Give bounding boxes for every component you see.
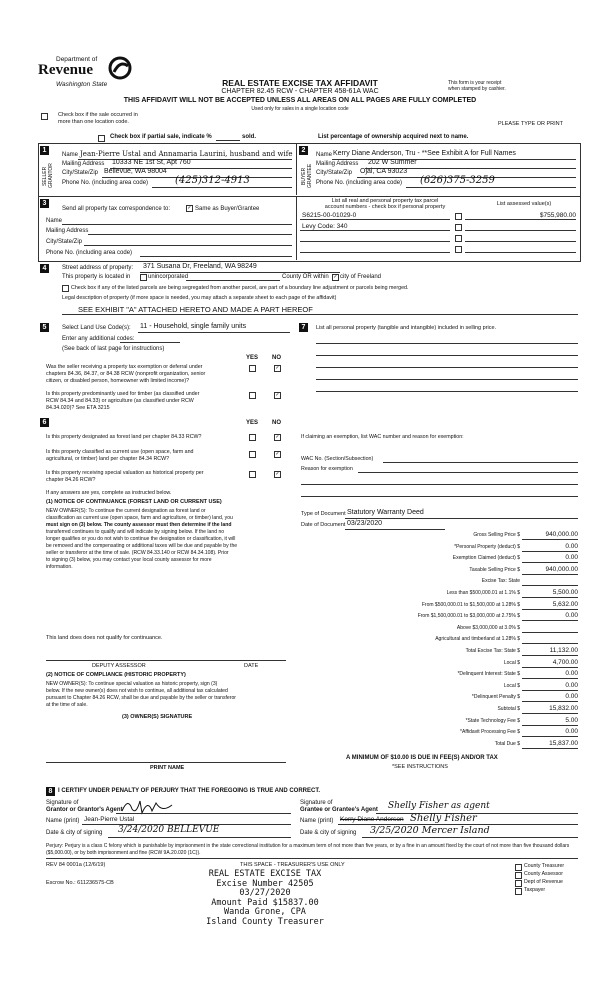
notice-line: below. If the new owner(s) does not wish to continue, all additional tax calculated <box>46 688 228 694</box>
partial-sale-checkbox[interactable] <box>98 135 105 142</box>
seller-phone[interactable]: (425)312-4913 <box>175 175 250 186</box>
form-title: REAL ESTATE EXCISE TAX AFFIDAVIT <box>222 78 378 88</box>
dept-line-3: Washington State <box>56 81 108 88</box>
copy-checkbox[interactable] <box>515 864 522 871</box>
dor-logo <box>38 56 133 96</box>
calc-row-value[interactable]: 0.00 <box>565 693 578 701</box>
calc-row-value[interactable]: 940,000.00 <box>545 531 578 538</box>
buyer-name-label: Name <box>316 152 333 158</box>
seller-side-label: SELLER GRANTOR <box>42 163 54 189</box>
calc-row-value[interactable]: 11,132.00 <box>549 647 578 654</box>
qualify-continuance: This land does does not qualify for continuance. <box>46 635 163 641</box>
sec5-q1-line: Was the seller receiving a property tax exemption or deferral under <box>46 364 203 370</box>
sec6-question-1: Is this property designated as forest land per chapter 84.33 RCW? <box>46 434 202 440</box>
segregated-label: Check box if any of the listed parcels are being segregated from another parcel, are part of a boundary line adjustment or parcels being merged. <box>71 285 409 291</box>
personal-property-checkbox-4[interactable] <box>455 246 462 253</box>
sec5-q2-line: Is this property predominantly used for timber (as classified under <box>46 391 200 397</box>
send-correspondence-label: Send all property tax correspondence to: <box>62 206 171 212</box>
buyer-phone-label: Phone No. (including area code) <box>316 180 403 186</box>
stamp-excise-number: Excise Number 42505 <box>216 878 314 889</box>
seller-name[interactable]: Jean-Pierre Ustal and Annamaria Laurini, husband and wife <box>80 150 293 158</box>
perjury-notice: Perjury: Perjury is a class C felony which is punishable by imprisonment in the state correctional institution for a maximum term of not more than five years, or by a fine in an amount fixed by the court of not more than five thousand dollars ($5,000.00), or by both imprisonment and fine (RCW 9A.20.020 (1C)). <box>46 843 570 856</box>
sec5-q1-line: citizen, or disabled person, homeowner with limited income)? <box>46 378 190 384</box>
calc-row-label: Total Due $ <box>494 740 520 747</box>
owner-signature-label: (3) OWNER(S) SIGNATURE <box>122 714 193 720</box>
sec5-q1-no-checkbox[interactable]: ✓ <box>275 365 280 371</box>
calc-row-label: Exemption Claimed (deduct) $ <box>452 555 520 562</box>
certify-statement: I CERTIFY UNDER PENALTY OF PERJURY THAT THE FOREGOING IS TRUE AND CORRECT. <box>58 788 321 794</box>
see-instructions-note: *SEE INSTRUCTIONS <box>392 764 448 770</box>
copy-label: Taxpayer <box>524 887 546 893</box>
stamp-amount-paid: Amount Paid $15837.00 <box>211 897 319 908</box>
calc-row-value[interactable]: 0.00 <box>565 670 578 678</box>
calc-row-value[interactable]: 0.00 <box>565 612 578 620</box>
section-5-number: 5 <box>40 323 49 332</box>
calc-row-label: *Affidavit Processing Fee $ <box>460 729 520 736</box>
parcel-number-2[interactable]: Levy Code: 340 <box>302 223 348 230</box>
calc-row-label: From $500,000.01 to $1,500,000 at 1.28% $ <box>421 601 520 608</box>
notice-line: must sign on (3) below. The county assessor must then determine if the land <box>46 522 232 528</box>
assessed-head: List assessed value(s) <box>496 201 552 207</box>
used-only-note: Used only for sales in a single location code <box>251 106 349 112</box>
seller-city-label: City/State/Zip <box>62 170 99 176</box>
grantor-name-label: Name (print) <box>46 818 80 824</box>
grantor-sig-label-2: Grantor or Grantor's Agent <box>46 807 123 813</box>
grantee-sig-label-1: Signature of <box>300 800 333 806</box>
located-in-label: This property is located in <box>62 274 131 280</box>
seller-mail[interactable]: 10333 NE 1st St, Apt 760 <box>112 159 191 166</box>
assessed-value-1[interactable]: $755,980.00 <box>539 212 576 219</box>
copy-label: County Assessor <box>524 871 563 877</box>
grantor-date-label: Date & city of signing <box>46 830 103 836</box>
seller-phone-label: Phone No. (including area code) <box>62 180 149 186</box>
street-address-label: Street address of property: <box>62 265 134 271</box>
calc-row-value[interactable]: 0.00 <box>565 728 578 736</box>
reason-label: Reason for exemption <box>301 466 353 472</box>
doc-type-label: Type of Document <box>301 511 346 517</box>
section-4-number: 4 <box>40 264 49 273</box>
minimum-due-note: A MINIMUM OF $10.00 IS DUE IN FEE(S) AND/OR TAX <box>346 755 498 761</box>
personal-property-checkbox-2[interactable] <box>455 224 462 231</box>
section-8-number: 8 <box>46 787 55 796</box>
buyer-city[interactable]: Ojai, CA 93023 <box>360 168 408 175</box>
multi-location-checkbox[interactable] <box>41 113 48 120</box>
grantee-date-label: Date & city of signing <box>300 830 357 836</box>
stamp-date: 03/27/2020 <box>239 888 291 898</box>
grantor-sig-label-1: Signature of <box>46 800 79 806</box>
parcel-number-1[interactable]: S6215-00-01029-0 <box>302 212 357 219</box>
sec6-yes-header: YES <box>246 420 259 426</box>
grantee-sig-label-2: Grantee or Grantee's Agent <box>300 807 378 813</box>
doc-date[interactable]: 03/23/2020 <box>347 520 383 527</box>
calc-row-value[interactable]: 0.00 <box>565 554 578 562</box>
buyer-name[interactable]: Kerry Diane Anderson, Tru - **See Exhibit A for Full Names <box>333 150 516 157</box>
calc-row-label: *Delinquent Penalty $ <box>471 694 520 701</box>
notice-line: be removed and the compensating or additional taxes will be due and payable by the <box>46 543 238 549</box>
city-of-checkbox[interactable]: ✓ <box>333 274 338 280</box>
buyer-side-label: BUYER GRANTEE <box>301 163 313 189</box>
doc-date-label: Date of Document <box>301 522 346 528</box>
deputy-assessor-label: DEPUTY ASSESSOR <box>92 663 146 669</box>
buyer-city-label: City/State/Zip <box>316 170 353 176</box>
section-1-number: 1 <box>40 146 49 155</box>
copy-checkbox[interactable] <box>515 888 522 895</box>
please-type-note: PLEASE TYPE OR PRINT <box>498 121 564 127</box>
sec6-q2-no-checkbox[interactable]: ✓ <box>275 451 280 457</box>
dept-line-2: Revenue <box>38 62 93 78</box>
sec5-q2-no-checkbox[interactable]: ✓ <box>275 392 280 398</box>
sec3-mail-label: Mailing Address <box>46 228 89 234</box>
stamp-line: REAL ESTATE EXCISE TAX <box>208 869 322 879</box>
dept-line-1: Department of <box>56 56 98 63</box>
copy-label: County Treasurer <box>524 863 565 869</box>
calc-row-label: Local $ <box>503 682 520 689</box>
section-7-number: 7 <box>299 323 308 332</box>
sec6-q3-no-checkbox[interactable]: ✓ <box>275 471 280 477</box>
sec5-q2-yes-checkbox[interactable] <box>249 392 256 399</box>
calc-row-value[interactable]: 0.00 <box>565 542 578 550</box>
calc-row-label: *State Technology Fee $ <box>465 717 520 724</box>
grantee-name-struck: Kerry Diane Anderson <box>340 816 404 823</box>
calc-row-value[interactable]: 5,500.00 <box>552 589 578 596</box>
additional-codes-label: Enter any additional codes: <box>62 336 135 342</box>
grantor-date-city[interactable]: 3/24/2020 BELLEVUE <box>118 825 220 835</box>
sec3-city-label: City/State/Zip <box>46 239 83 245</box>
calc-row-label: Excise Tax: State <box>481 578 520 585</box>
same-as-buyer-label: Same as Buyer/Grantee <box>195 206 260 212</box>
land-use-label: Select Land Use Code(s): <box>62 325 131 331</box>
notice-line: seller or transferor at the time of sale. (RCW 84.33.140 or RCW 84.34.108). Prior <box>46 550 229 556</box>
calc-row-value[interactable]: 940,000.00 <box>545 565 578 573</box>
multi-location-label-1: Check box if the sale occurred in <box>58 112 138 118</box>
land-use-code[interactable]: 11 - Household, single family units <box>140 323 247 330</box>
seller-city[interactable]: Bellevue, WA 98004 <box>104 168 167 175</box>
sec5-q2-line: RCW 84.34 and 84.33) or agriculture (as classified under RCW <box>46 398 194 404</box>
sec6-question-3: Is this property receiving special valuation as historical property per <box>46 470 204 476</box>
calc-row-value[interactable]: 0.00 <box>565 681 578 689</box>
treasurer-stamp <box>180 870 350 927</box>
personal-property-checkbox-3[interactable] <box>455 235 462 242</box>
sec3-name-label: Name <box>46 218 63 224</box>
partial-sale-label: Check box if partial sale, indicate % <box>110 134 212 140</box>
calc-row-value[interactable]: 15,837.00 <box>549 739 578 747</box>
street-address[interactable]: 371 Susana Dr, Freeland, WA 98249 <box>143 263 257 270</box>
parcel-head-2: account numbers - check box if personal property <box>324 204 446 210</box>
escrow-number: Escrow No.: 611236575-CB <box>46 880 114 886</box>
calc-row-value[interactable]: 5,632.00 <box>552 600 578 608</box>
calc-row-label: *Delinquent Interest: State $ <box>457 671 520 678</box>
see-back-note: (See back of last page for instructions) <box>62 346 165 352</box>
calc-row-label: Local $ <box>503 659 520 666</box>
sec6-q1-yes-checkbox[interactable] <box>249 434 256 441</box>
section-2-number: 2 <box>299 146 308 155</box>
calc-row-label: Taxable Selling Price $ <box>469 566 520 573</box>
city-of-label: city of Freeland <box>340 274 382 280</box>
legal-description[interactable]: SEE EXHIBIT "A" ATTACHED HERETO AND MADE A PART HEREOF <box>78 305 313 314</box>
print-name-label: PRINT NAME <box>150 765 185 771</box>
stamp-line: Wanda Grone, CPA <box>224 907 306 917</box>
grantor-name[interactable]: Jean-Pierre Ustal <box>84 816 135 823</box>
grantee-name-label: Name (print) <box>300 818 334 824</box>
personal-property-checkbox-1[interactable] <box>455 213 462 220</box>
if-yes-note: If any answers are yes, complete as instructed below. <box>46 490 172 496</box>
sec5-no-header: NO <box>272 355 281 361</box>
section-6-number: 6 <box>40 418 49 427</box>
sec6-q2-yes-checkbox[interactable] <box>249 451 256 458</box>
sec3-phone-label: Phone No. (including area code) <box>46 250 133 256</box>
grantee-date-city[interactable]: 3/25/2020 Mercer Island <box>370 825 490 836</box>
dor-swoosh-icon <box>108 56 132 80</box>
calc-row-label: *Personal Property (deduct) $ <box>454 543 520 550</box>
copy-checkbox[interactable] <box>515 872 522 879</box>
sec6-question-3: chapter 84.26 RCW? <box>46 477 96 483</box>
receipt-note-2: when stamped by cashier. <box>448 86 506 92</box>
partial-sale-percent-line[interactable] <box>216 140 240 141</box>
sec5-q1-line: chapters 84.36, 84.37, or 84.38 RCW (nonprofit organization, senior <box>46 371 206 377</box>
calc-row-label: Total Excise Tax: State $ <box>465 648 520 654</box>
wac-label: WAC No. (Section/Subsection) <box>301 456 374 462</box>
buyer-mail[interactable]: 202 W Summer <box>368 159 417 166</box>
seller-mail-label: Mailing Address <box>62 161 105 167</box>
notice-line: classification as current use (open space, farm and agriculture, or timber) land, you <box>46 515 233 521</box>
county-within-label: County OR within <box>282 274 329 280</box>
section-3-number: 3 <box>40 199 49 208</box>
sec5-q1-yes-checkbox[interactable] <box>249 365 256 372</box>
deputy-date-label: DATE <box>244 663 259 669</box>
exemption-label: If claiming an exemption, list WAC number and reason for exemption: <box>301 434 464 440</box>
sec6-question-2: Is this property classified as current use (open space, farm and <box>46 449 194 455</box>
doc-type[interactable]: Statutory Warranty Deed <box>347 509 424 516</box>
treasurer-space-label: THIS SPACE - TREASURER'S USE ONLY <box>240 862 345 868</box>
grantee-name[interactable]: Shelly Fisher <box>410 813 477 824</box>
notice-line: transferred continues to qualify and will indicate by signing below. If the land no <box>46 529 225 535</box>
sec5-yes-header: YES <box>246 355 259 361</box>
calc-row-label: Less than $500,000.01 at 1.1% $ <box>446 590 520 596</box>
receipt-note-1: This form is your receipt <box>448 80 502 86</box>
unincorporated-label: unincorporated <box>148 274 189 280</box>
personal-property-label: List all personal property (tangible and intangible) included in selling price. <box>316 325 497 331</box>
rev-number: REV 84 0001a (12/6/19) <box>46 862 106 868</box>
notice-line: NEW OWNER(S): To continue special valuation as historic property, sign (3) <box>46 681 218 687</box>
partial-sale-sold: sold. <box>242 134 257 140</box>
sec6-no-header: NO <box>272 420 281 426</box>
copy-label: Dept of Revenue <box>524 879 563 885</box>
calc-row-value[interactable]: 15,832.00 <box>549 705 578 712</box>
parcel-head-1: List all real and personal property tax parcel <box>331 198 439 204</box>
calc-row-label: Above $3,000,000 at 3.0% $ <box>456 624 520 631</box>
calc-row-label: Gross Selling Price $ <box>473 532 520 538</box>
copy-checkbox[interactable] <box>515 880 522 887</box>
unincorporated-checkbox[interactable] <box>140 274 147 281</box>
buyer-mail-label: Mailing Address <box>316 161 359 167</box>
segregated-checkbox[interactable] <box>62 285 69 292</box>
calc-row-label: Agricultural and timberland at 1.28% $ <box>435 636 520 643</box>
calc-row-value[interactable]: 4,700.00 <box>552 658 578 666</box>
sec6-q3-yes-checkbox[interactable] <box>249 471 256 478</box>
percent-list-note: List percentage of ownership acquired next to name. <box>318 134 469 140</box>
grantee-signature[interactable]: Shelly Fisher as agent <box>388 801 490 811</box>
notice-line: NEW OWNER(S): To continue the current designation as forest land or <box>46 508 206 514</box>
sec5-q2-line: 84.34.020)? See ETA 3215 <box>46 405 110 411</box>
notice-continuance-title: (1) NOTICE OF CONTINUANCE (FOREST LAND OR CURRENT USE) <box>46 499 222 505</box>
stamp-line: Island County Treasurer <box>206 916 324 927</box>
notice-line: longer qualifies or you do not wish to continue the designation or classification, it will <box>46 536 236 542</box>
calc-row-value[interactable]: 5.00 <box>565 716 578 724</box>
sec6-q1-no-checkbox[interactable]: ✓ <box>275 434 280 440</box>
multi-location-label-2: more than one location code. <box>58 119 129 125</box>
calc-row-label: From $1,500,000.01 to $3,000,000 at 2.75% $ <box>417 613 520 620</box>
notice-line: to signing (3) below, you may contact your local county assessor for more <box>46 557 212 563</box>
same-as-buyer-checkbox[interactable]: ✓ <box>187 205 192 211</box>
seller-name-label: Name <box>62 152 79 158</box>
notice-line: information. <box>46 564 73 570</box>
form-warning: THIS AFFIDAVIT WILL NOT BE ACCEPTED UNLESS ALL AREAS ON ALL PAGES ARE FULLY COMPLETED <box>123 97 477 104</box>
form-chapter: CHAPTER 82.45 RCW - CHAPTER 458-61A WAC <box>221 88 379 95</box>
notice-line: at the time of sale. <box>46 702 88 708</box>
notice-line: pursuant to Chapter 84.26 RCW, shall be due and payable by the seller or transferor <box>46 695 236 701</box>
notice-compliance-title: (2) NOTICE OF COMPLIANCE (HISTORIC PROPERTY) <box>46 672 186 678</box>
sec6-question-2: agricultural, or timber) land per chapter 84.34 RCW? <box>46 456 170 462</box>
buyer-phone[interactable]: (626)375-3259 <box>420 175 495 186</box>
calc-row-label: Subtotal $ <box>497 706 520 712</box>
legal-description-label: Legal description of property (if more space is needed, you may attach a separate sheet to each page of the affidavit) <box>62 295 337 301</box>
